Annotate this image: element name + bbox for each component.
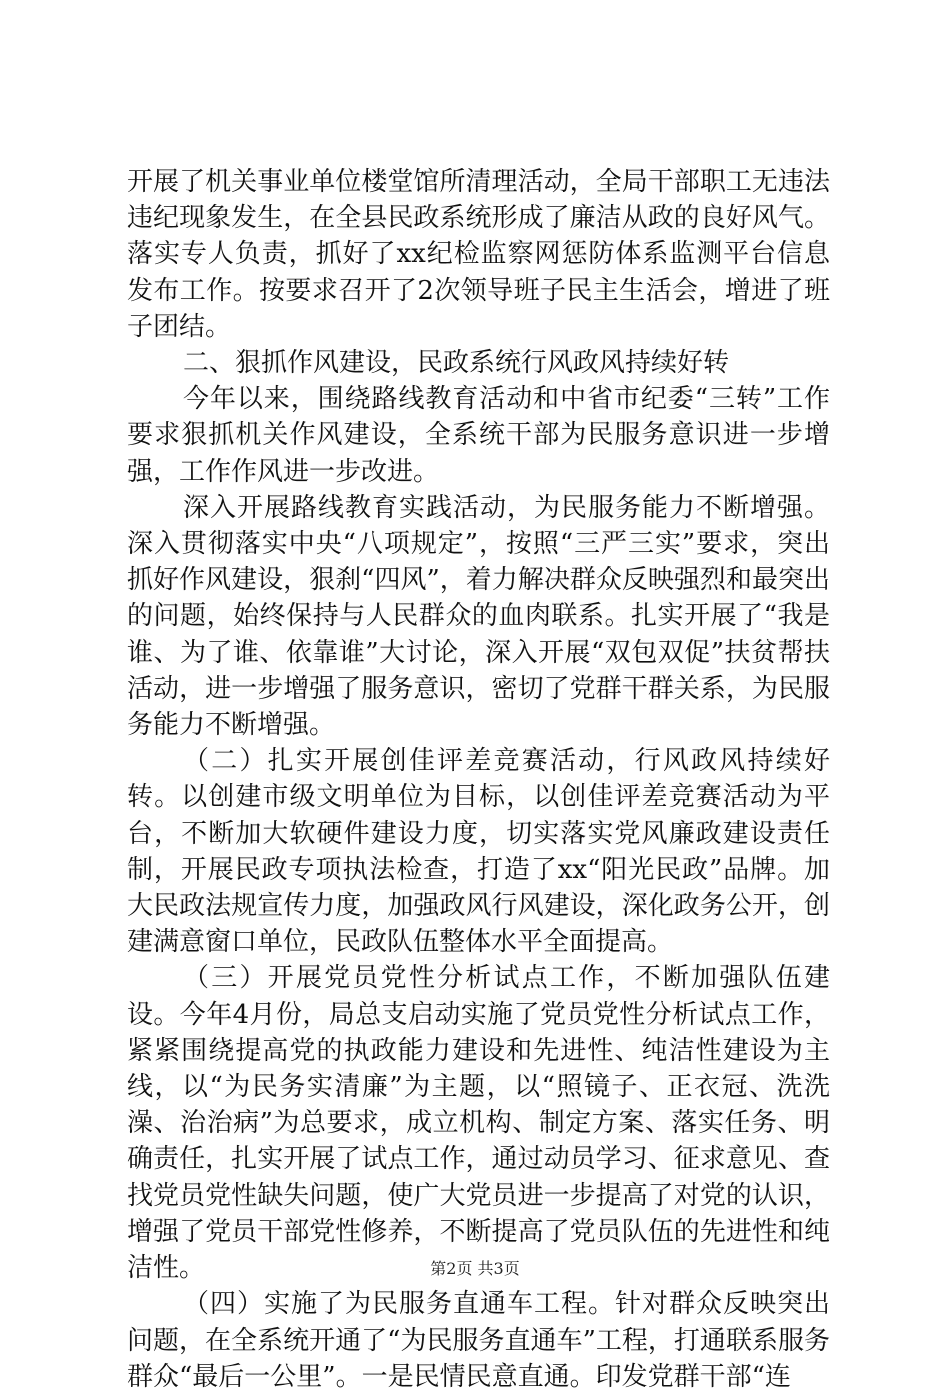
document-body [127,164,830,1395]
paragraph-3: 深入开展路线教育实践活动，为民服务能力不断增强。深入贯彻落实中央“八项规定”，按照“三严三实”要求，突出抓好作风建设，狠刹“四风”，着力解决群众反映强烈和最突出的问题，始终保持与人民群众的血肉联系。扎实开展了“我是谁、为了谁、依靠谁”大讨论，深入开展“双包双促”扶贫帮扶活动，进一步增强了服务意识，密切了党群干群关系，为民服务能力不断增强。 [127,492,830,741]
paragraph-1: 开展了机关事业单位楼堂馆所清理活动，全局干部职工无违法违纪现象发生，在全县民政系统形成了廉洁从政的良好风气。落实专人负责，抓好了xx纪检监察网惩防体系监测平台信息发布工作。按要求召开了2次领导班子民主生活会，增进了班子团结。 [127,167,830,342]
paragraph-2: 今年以来，围绕路线教育活动和中省市纪委“三转”工作要求狠抓机关作风建设，全系统干部为民服务意识进一步增强，工作作风进一步改进。 [127,384,830,487]
section-heading-2: 二、狠抓作风建设，民政系统行风政风持续好转 [183,348,730,379]
paragraph-4: （二）扎实开展创佳评差竞赛活动，行风政风持续好转。以创建市级文明单位为目标，以创佳评差竞赛活动为平台，不断加大软硬件建设力度，切实落实党风廉政建设责任制，开展民政专项执法检查，打造了xx“阳光民政”品牌。加大民政法规宣传力度，加强政风行风建设，深化政务公开，创建满意窗口单位，民政队伍整体水平全面提高。 [127,746,830,958]
paragraph-5: （三）开展党员党性分析试点工作，不断加强队伍建设。今年4月份，局总支启动实施了党员党性分析试点工作，紧紧围绕提高党的执政能力建设和先进性、纯洁性建设为主线，以“为民务实清廉”为主题，以“照镜子、正衣冠、洗洗澡、治治病”为总要求，成立机构、制定方案、落实任务、明确责任，扎实开展了试点工作，通过动员学习、征求意见、查找党员党性缺失问题，使广大党员进一步提高了对党的认识，增强了党员干部党性修养，不断提高了党员队伍的先进性和纯洁性。 [127,963,830,1284]
page-footer: 第2页 共3页 [430,1259,520,1278]
paragraph-6: （四）实施了为民服务直通车工程。针对群众反映突出问题，在全系统开通了“为民服务直通车”工程，打通联系服务群众“最后一公里”。一是民情民意直通。印发党群干部“连 [127,1289,830,1392]
